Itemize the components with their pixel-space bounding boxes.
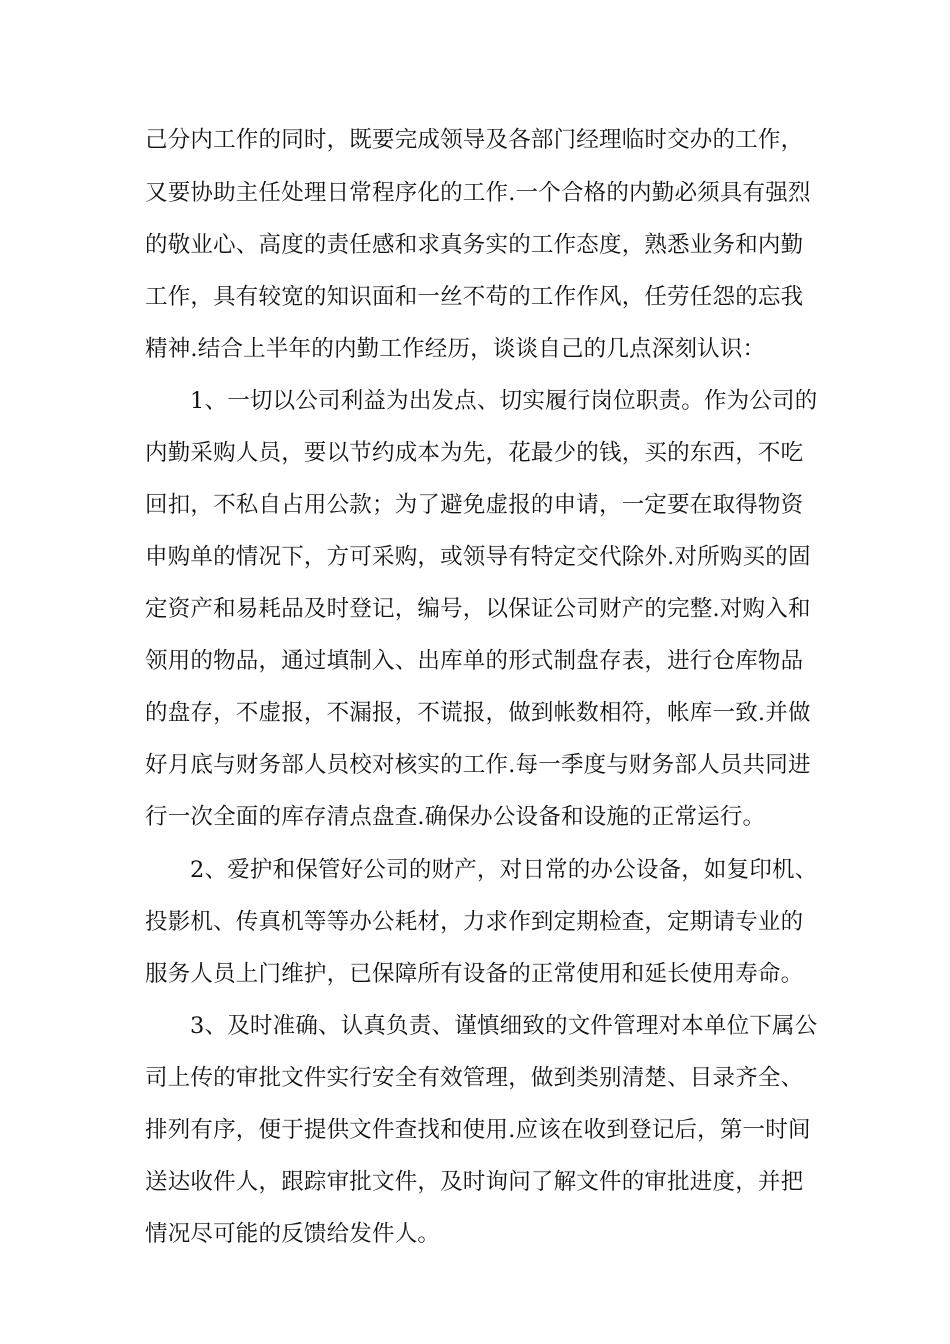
text-line: 己分内工作的同时，既要完成领导及各部门经理临时交办的工作， bbox=[145, 127, 804, 153]
paragraph-2-first-line: 2、爱护和保管好公司的财产，对日常的办公设备，如复印机、 bbox=[190, 857, 818, 883]
paragraph-3-first-line: 3、及时准确、认真负责、谨慎细致的文件管理对本单位下属公 bbox=[190, 1013, 818, 1039]
paragraph-1-first-line: 1、一切以公司利益为出发点、切实履行岗位职责。作为公司的 bbox=[190, 388, 818, 414]
text-line: 情况尽可能的反馈给发件人。 bbox=[145, 1221, 441, 1247]
text-line: 回扣，不私自占用公款；为了避免虚报的申请，一定要在取得物资 bbox=[145, 492, 804, 518]
text-line: 又要协助主任处理日常程序化的工作.一个合格的内勤必须具有强烈 bbox=[145, 180, 811, 206]
text-line: 送达收件人，跟踪审批文件，及时询问了解文件的审批进度，并把 bbox=[145, 1169, 804, 1195]
text-line: 工作，具有较宽的知识面和一丝不苟的工作作风，任劳任怨的忘我 bbox=[145, 284, 804, 310]
text-line: 行一次全面的库存清点盘查.确保办公设备和设施的正常运行。 bbox=[145, 804, 766, 830]
text-line: 服务人员上门维护，已保障所有设备的正常使用和延长使用寿命。 bbox=[145, 961, 804, 987]
text-line: 的盘存，不虚报，不漏报，不谎报，做到帐数相符，帐库一致.并做 bbox=[145, 700, 811, 726]
text-line: 定资产和易耗品及时登记，编号，以保证公司财产的完整.对购入和 bbox=[145, 596, 811, 622]
text-line: 好月底与财务部人员校对核实的工作.每一季度与财务部人员共同进 bbox=[145, 752, 811, 778]
text-line: 司上传的审批文件实行安全有效管理，做到类别清楚、目录齐全、 bbox=[145, 1065, 804, 1091]
text-line: 投影机、传真机等等办公耗材，力求作到定期检查，定期请专业的 bbox=[145, 909, 804, 935]
text-line: 内勤采购人员，要以节约成本为先，花最少的钱，买的东西，不吃 bbox=[145, 440, 804, 466]
text-line: 领用的物品，通过填制入、出库单的形式制盘存表，进行仓库物品 bbox=[145, 648, 804, 674]
text-line: 的敬业心、高度的责任感和求真务实的工作态度，熟悉业务和内勤 bbox=[145, 232, 804, 258]
text-line: 精神.结合上半年的内勤工作经历，谈谈自己的几点深刻认识： bbox=[145, 336, 766, 362]
text-line: 排列有序，便于提供文件查找和使用.应该在收到登记后，第一时间 bbox=[145, 1117, 811, 1143]
text-line: 申购单的情况下，方可采购，或领导有特定交代除外.对所购买的固 bbox=[145, 544, 811, 570]
